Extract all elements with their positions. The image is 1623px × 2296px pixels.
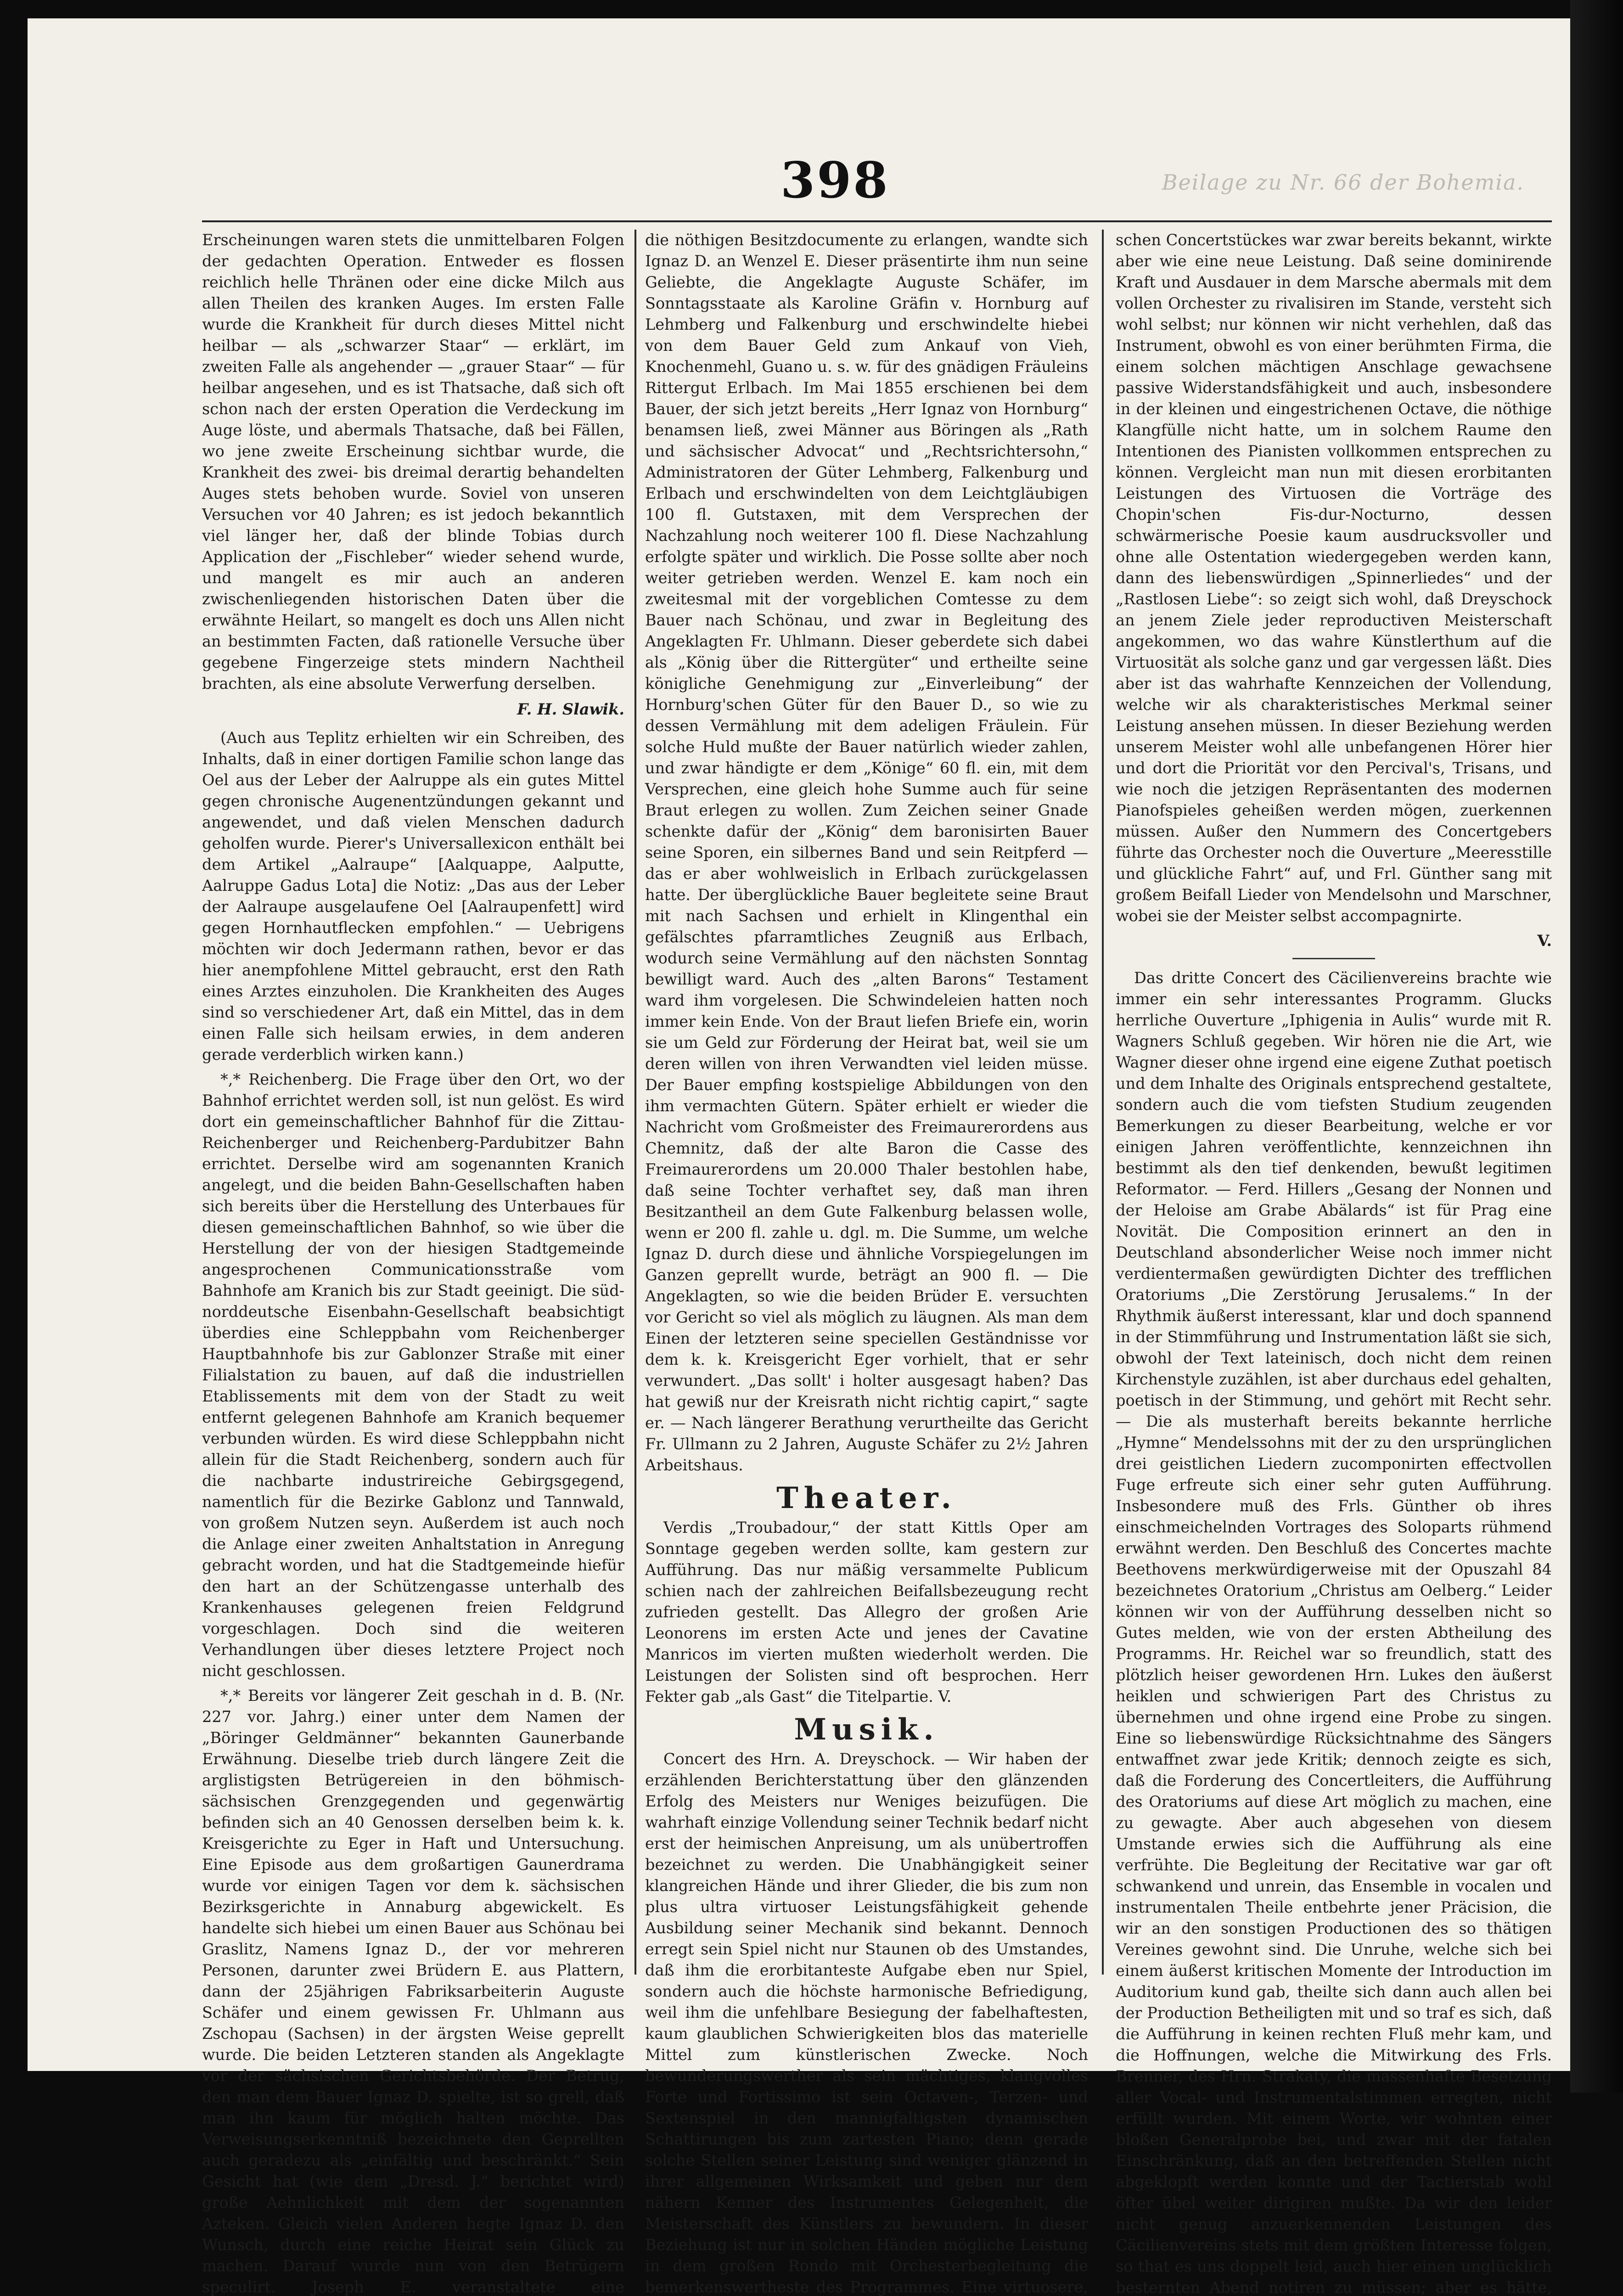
author-initial: V.: [1537, 932, 1552, 950]
header-rule: [202, 220, 1552, 222]
section-heading-musik: Musik.: [794, 1712, 939, 1747]
article-signature: F. H. Slawik.: [517, 700, 624, 718]
column-middle: [645, 230, 1088, 2296]
article-theater: Verdis „Troubadour,“ der statt Kittls Oper am Sonntage gegeben werden sollte, kam gestern zur Aufführung. Das nur mäßig versammelte Publicum schien nach der zahlreichen Beifallsbezeugung recht zufrieden gestellt. Das Allegro der großen Arie Leonorens im ersten Acte und jenes der Cavatine Manricos im vierten mußten wiederholt werden. Die Leistungen der Solisten sind oft besprochen. Herr Fekter gab „als Gast“ die Titelpartie. V.: [645, 1519, 1088, 1705]
article-caecilienverein: Das dritte Concert des Cäcilienvereins brachte wie immer ein sehr interessantes Programm. Glucks herrliche Ouverture „Iphigenia in Aulis“ wurde mit R. Wagners Schluß gegeben. Wir hören nie die Art, wie Wagner dieser ohne irgend eine eigene Zuthat poetisch und dem Inhalte des Originals entsprechend gestaltete, sondern auch die vom tiefsten Studium zeugenden Bemerkungen zu dieser Bearbeitung, welche er vor einigen Jahren veröffentlichte, kennzeichnen ihn bestimmt als den tief denkenden, bewußt legitimen Reformator. — Ferd. Hillers „Gesang der Nonnen und der Heloise am Grabe Abälards“ ist für Prag eine Novität. Die Composition erinnert an den in Deutschland absonderlicher Weise noch immer nicht verdientermaßen gewürdigten Dichter des trefflichen Oratoriums „Die Zerstörung Jerusalems.“ In der Rhythmik äußerst interessant, klar und doch spannend in der Stimmführung und Instrumentation läßt sie sich, obwohl der Text lateinisch, doch nicht dem reinen Kirchenstyle zuzählen, ist aber durchaus edel gehalten, poetisch in der Stimmung, und gehört mit Recht sehr. — Die als musterhaft bereits bekannte herrliche „Hymne“ Mendelssohns mit der zu den ursprünglichen drei geistlichen Liedern zucomponirten effectvollen Fuge erfreute sich einer sehr guten Aufführung. Insbesondere muß des Frls. Günther ob ihres einschmeichelnden Vortrages des Soloparts rühmend erwähnt werden. Den Beschluß des Concertes machte Beethovens merkwürdigerweise mit der Opuszahl 84 bezeichnetes Oratorium „Christus am Oelberg.“ Leider können wir von der Aufführung desselben nicht so Gutes melden, wie von der ersten Abtheilung des Programms. Hr. Reichel war so freundlich, statt des plötzlich heiser gewordenen Hrn. Lukes den äußerst heiklen und schwierigen Part des Christus zu übernehmen und ohne irgend eine Probe zu singen. Eine so liebenswürdige Rücksichtnahme des Sängers entwaffnet zwar jede Kritik; dennoch zeigte es sich, daß die Forderung des Concertleiters, die Aufführung des Oratoriums auf diese Art möglich zu machen, eine zu gewagte. Aber auch abgesehen von diesem Umstande erwies sich die Aufführung als eine verfrühte. Die Begleitung der Recitative war gar oft schwankend und unrein, das Ensemble in vocalen und instrumentalen Theile entbehrte jener Präcision, die wir an den sonstigen Productionen des so thätigen Vereines gewohnt sind. Die Unruhe, welche sich bei einem äußerst kritischen Momente der Introduction im Auditorium kund gab, theilte sich dann auch allen bei der Production Betheiligten mit und so traf es sich, daß die Aufführung in keinen rechten Fluß mehr kam, und die Hoffnungen, welche die Mitwirkung des Frls. Brenner, des Hrn. Strakaty, die massenhafte Besetzung aller Vocal- und Instrumentalstimmen erregten, nicht erfüllt wurden. Mit einem Worte, wir wohnten einer bloßen Generalprobe bei, und zwar mit der fatalen Einschränkung, daß an den betreffenden Stellen nicht abgeklopft werden konnte und der Tactierstab wohl öfter übel weiter dirigiren mußte. Da wir den leider nicht genug anzuerkennenden Leistungen des Cäcilienvereins stets mit dem größten Interesse folgen, so that es uns doppelt leid, auch hier einen unglücklich besternten Abend notiren zu müssen; aber es hätte,: [1116, 969, 1552, 2296]
article-musik-dreyschock: Concert des Hrn. A. Dreyschock. — Wir haben der erzählenden Berichterstattung über den glänzenden Erfolg des Meisters nur Weniges beizufügen. Die wahrhaft einzige Vollendung seiner Technik bedarf nicht erst der heimischen Anpreisung, um als unübertroffen bezeichnet zu werden. Die Unabhängigkeit seiner klangreichen Hände und ihrer Glieder, die bis zum non plus ultra virtuoser Leistungsfähigkeit gehende Ausbildung seiner Mechanik sind bekannt. Dennoch erregt sein Spiel nicht nur Staunen ob des Umstandes, daß ihm die erorbitanteste Aufgabe eben nur Spiel, sondern auch die höchste harmonische Befriedigung, weil ihm die unfehlbare Besiegung der fabelhaftesten, kaum glaublichen Schwierigkeiten blos das materielle Mittel zum künstlerischen Zwecke. Noch bewunderungswerther als sein mächtiges, klangvolles Forte und Fortissimo ist sein Octaven-, Terzen- und Sextenspiel in den mannigfaltigsten dynamischen Schattirungen bis zum zartesten Piano; denn gerade solche Stellen seiner Leistung sind weniger glänzend in ihrer allgemeinen Wirksamkeit und geben nur dem nähern Kenner des Instrumentes Gelegenheit, die Meisterschaft des Künstlers zu bewundern. In dieser Beziehung ist nur in solchen Händen mögliche Leistung in dem großen Rondo mit Orchesterbegleitung die bemerkenswertheste des Programmes. Eine virtuosere,: [645, 1750, 1088, 2296]
running-head: Beilage zu Nr. 66 der Bohemia.: [1162, 170, 1524, 195]
article-gaunerbande: *,* Bereits vor längerer Zeit geschah in d. B. (Nr. 227 vor. Jahrg.) einer unter dem Namen der „Böringer Geldmänner“ bekannten Gaunerbande Erwähnung. Dieselbe trieb durch längere Zeit die arglistigsten Betrügereien in den böhmisch-sächsischen Grenzgegenden und gegenwärtig befinden sich an 40 Genossen derselben beim k. k. Kreisgerichte zu Eger in Haft und Untersuchung. Eine Episode aus dem großartigen Gaunerdrama wurde vor einigen Tagen vor dem k. sächsischen Bezirksgerichte in Annaburg abgewickelt. Es handelte sich hiebei um einen Bauer aus Schönau bei Graslitz, Namens Ignaz D., der vor mehreren Personen, darunter zwei Brüdern E. aus Plattern, dann der 25jährigen Fabriksarbeiterin Auguste Schäfer und einem gewissen Fr. Uhlmann aus Zschopau (Sachsen) in der ärgsten Weise geprellt wurde. Die beiden Letzteren standen als Angeklagte vor der sächsischen Gerichtsbehörde. Der Betrug, den man dem Bauer Ignaz D. spielte, ist so grell, daß man ihn kaum für möglich halten möchte. Das Verweisungserkenntniß bezeichnete den Geprellten auch geradezu als „einfältig und beschränkt.“ Sein Gesicht hat (wie dem „Dresd. J.“ berichtet wird) große Aehnlichkeit mit dem der sogenannten Azteken. Gleich vielen Anderen hegte Ignaz D. den Wunsch, durch eine reiche Heirat sein Glück zu machen. Darauf wurde nun von den Betrügern speculirt. Joseph E. veranstaltete eine: [202, 1687, 624, 2296]
section-separator: [1292, 958, 1375, 959]
editorial-note-teplitz: (Auch aus Teplitz erhielten wir ein Schreiben, des Inhalts, daß in einer dortigen Familie schon lange das Oel aus der Leber der Aalruppe als ein gutes Mittel gegen chronische Augenentzündungen gekannt und angewendet, und daß vielen Menschen dadurch geholfen wurde. Pierer's Universallexicon enthält bei dem Artikel „Aalraupe“ [Aalquappe, Aalputte, Aalruppe Gadus Lota] die Notiz: „Das aus der Leber der Aalraupe ausgelaufene Oel [Aalraupenfett] wird gegen Hornhautflecken empfohlen.“ — Uebrigens möchten wir doch Jedermann rathen, bevor er das hier anempfohlene Mittel gebraucht, erst den Rath eines Arztes einzuholen. Die Krankheiten des Auges sind so verschiedener Art, daß ein Mittel, das in dem einen Falle sich heilsam erwies, in dem anderen gerade verderblich wirken kann.): [202, 729, 624, 1064]
article-reichenberg: *,* Reichenberg. Die Frage über den Ort, wo der Bahnhof errichtet werden soll, ist nun gelöst. Es wird dort ein gemeinschaftlicher Bahnhof für die Zittau-Reichenberger und Reichenberg-Pardubitzer Bahn errichtet. Derselbe wird am sogenannten Kranich angelegt, und die beiden Bahn-Gesellschaften haben sich bereits über die Herstellung des Unterbaues für diesen gemeinschaftlichen Bahnhof, so wie über die Herstellung der von der hiesigen Stadtgemeinde angesprochenen Communicationsstraße vom Bahnhofe am Kranich bis zur Stadt geeinigt. Die süd-norddeutsche Eisenbahn-Gesellschaft beabsichtigt überdies eine Schleppbahn vom Reichenberger Hauptbahnhofe bis zur Gablonzer Straße mit einer Filialstation zu bauen, auf daß die industriellen Etablissements mit dem von der Stadt zu weit entfernt gelegenen Bahnhofe am Kranich bequemer verbunden würden. Es wird diese Schleppbahn nicht allein für die Stadt Reichenberg, sondern auch für die nachbarte industrireiche Gebirgsgegend, namentlich für die Bezirke Gablonz und Tannwald, von großem Nutzen seyn. Außerdem ist auch noch die Anlage einer zweiten Anhaltstation in Anregung gebracht worden, und hat die Stadtgemeinde hiefür den hart an der Schützengasse unterhalb des Krankenhauses gelegenen freien Feldgrund vorgeschlagen. Doch sind die weiteren Verhandlungen über dieses letztere Project noch nicht geschlossen.: [202, 1070, 624, 1680]
column-left: [202, 230, 624, 2296]
page-number: 398: [781, 152, 890, 209]
article-musik-cont: schen Concertstückes war zwar bereits bekannt, wirkte aber wie eine neue Leistung. Daß seine dominirende Kraft und Ausdauer in dem Marsche abermals mit dem vollen Orchester zu rivalisiren im Stande, versteht sich wohl selbst; nur können wir nicht verhehlen, daß das Instrument, obwohl es von einer berühmten Firma, die einem solchen mächtigen Anschlage gewachsene passive Widerstandsfähigkeit und auch, insbesondere in der kleinen und eingestrichenen Octave, die nöthige Klangfülle nicht hatte, um in solchem Raume den Intentionen des Pianisten vollkommen entsprechen zu können. Vergleicht man nun mit diesen erorbitanten Leistungen des Virtuosen die Vorträge des Chopin'schen Fis-dur-Nocturno, dessen schwärmerische Poesie kaum ausdrucksvoller und ohne alle Ostentation wiedergegeben werden kann, dann des liebenswürdigen „Spinnerliedes“ und der „Rastlosen Liebe“: so zeigt sich wohl, daß Dreyschock an jenem Ziele jeder reproductiven Meisterschaft angekommen, wo das wahre Künstlerthum auf die Virtuosität als solche ganz und gar vergessen läßt. Dies aber ist das wahrhafte Kennzeichen der Vollendung, welche wir als charakteristisches Merkmal seiner Leistung ansehen müssen. In dieser Beziehung werden unserem Meister wohl alle unbefangenen Hörer hier und dort die Priorität vor den Percival's, Trisans, und wie noch die jetzigen Repräsentanten des modernen Pianofspieles geheißen werden mögen, zuerkennen müssen. Außer den Nummern des Concertgebers führte das Orchester noch die Ouverture „Meeresstille und glückliche Fahrt“ auf, und Frl. Günther sang mit großem Beifall Lieder von Mendelsohn und Marschner, wobei sie der Meister selbst accompagnirte.: [1116, 231, 1552, 925]
column-right: [1116, 230, 1552, 2296]
column-divider: [1102, 230, 1104, 1975]
scan-binding-edge: [1570, 0, 1623, 2093]
article-gaunerbande-cont: die nöthigen Besitzdocumente zu erlangen, wandte sich Ignaz D. an Wenzel E. Dieser präsentirte ihm nun seine Geliebte, die Angeklagte Auguste Schäfer, im Sonntagsstaate als Karoline Gräfin v. Hornburg auf Lehmberg und Falkenburg und erschwindelte hiebei von dem Bauer Geld zum Ankauf von Vieh, Knochenmehl, Guano u. s. w. für des gnädigen Fräuleins Rittergut Erlbach. Im Mai 1855 erschienen bei dem Bauer, der sich jetzt bereits „Herr Ignaz von Hornburg“ benamsen ließ, zwei Männer aus Böringen als „Rath und sächsischer Advocat“ und „Rechtsrichtersohn,“ Administratoren der Güter Lehmberg, Falkenburg und Erlbach und erschwindelten von dem Leichtgläubigen 100 fl. Gutstaxen, mit dem Versprechen der Nachzahlung noch weiterer 100 fl. Diese Nachzahlung erfolgte später und wirklich. Die Posse sollte aber noch weiter getrieben werden. Wenzel E. kam noch ein zweitesmal mit der vorgeblichen Comtesse zu dem Bauer nach Schönau, und zwar in Begleitung des Angeklagten Fr. Uhlmann. Dieser geberdete sich dabei als „König über die Rittergüter“ und ertheilte seine königliche Genehmigung zur „Einverleibung“ der Hornburg'schen Güter für den Bauer D., so wie zu dessen Vermählung mit dem adeligen Fräulein. Für solche Huld mußte der Bauer natürlich wieder zahlen, und zwar händigte er dem „Könige“ 60 fl. ein, mit dem Versprechen, eine gleich hohe Summe auch für seine Braut erlegen zu wollen. Zum Zeichen seiner Gnade schenkte dafür der „König“ dem baronisirten Bauer seine Sporen, ein silbernes Band und sein Reitpferd — das er aber wohlweislich in Erlbach zurückgelassen hatte. Der überglückliche Bauer begleitete seine Braut mit nach Sachsen und erhielt in Klingenthal ein gefälschtes pfarramtliches Zeugniß aus Erlbach, wodurch seine Vermählung auf den nächsten Sonntag bewilligt ward. Auch des „alten Barons“ Testament ward ihm vorgelesen. Die Schwindeleien hatten noch immer kein Ende. Von der Braut liefen Briefe ein, worin sie um Geld zur Förderung der Heirat bat, weil sie um deren willen von ihren Verwandten viel leiden müsse. Der Bauer empfing kostspielige Abbildungen von den ihm vermachten Gütern. Später erhielt er wieder die Nachricht vom Großmeister des Freimaurerordens aus Chemnitz, daß der alte Baron die Casse des Freimaurerordens um 20.000 Thaler bestohlen habe, daß seine Tochter verhaftet sey, daß man ihren Besitzantheil an dem Gute Falkenburg belassen wolle, wenn er 200 fl. zahle u. dgl. m. Die Summe, um welche Ignaz D. durch diese und ähnliche Vorspiegelungen im Ganzen geprellt wurde, beträgt an 900 fl. — Die Angeklagten, so wie die beiden Brüder E. versuchten vor Gericht so viel als möglich zu läugnen. Als man dem Einen der letzteren seine speciellen Geständnisse vor dem k. k. Kreisgericht Eger vorhielt, that er sehr verwundert. „Das sollt' i holter ausgesagt haben? Das hat gewiß nur der Kreisrath nicht richtig capirt,“ sagte er. — Nach längerer Berathung verurtheilte das Gericht Fr. Ullmann zu 2 Jahren, Auguste Schäfer zu 2½ Jahren Arbeitshaus.: [645, 231, 1088, 1474]
article-eye-remedy: Erscheinungen waren stets die unmittelbaren Folgen der gedachten Operation. Entweder es flossen reichlich helle Thränen oder eine dicke Milch aus allen Theilen des kranken Auges. Im ersten Falle wurde die Krankheit für durch dieses Mittel nicht heilbar — als „schwarzer Staar“ — erklärt, im zweiten Falle als angehender — „grauer Staar“ — für heilbar angesehen, und es ist Thatsache, daß sich oft schon nach der ersten Operation die Verdeckung im Auge löste, und abermals Thatsache, daß bei Fällen, wo jene zweite Erscheinung sichtbar wurde, die Krankheit des zwei- bis dreimal derartig behandelten Auges stets behoben wurde. Soviel von unseren Versuchen vor 40 Jahren; es ist jedoch bekanntlich viel länger her, daß der blinde Tobias durch Application der „Fischleber“ wieder sehend wurde, und mangelt es mir auch an anderen zwischenliegenden historischen Daten über die erwähnte Heilart, so mangelt es doch uns Allen nicht an bestimmten Facten, daß rationelle Versuche über gegebene Fingerzeige stets mindern Nachtheil brachten, als eine absolute Verwerfung derselben.: [202, 231, 624, 692]
newspaper-page: [28, 18, 1598, 2296]
section-heading-theater: Theater.: [776, 1481, 957, 1515]
column-divider: [635, 230, 636, 1975]
